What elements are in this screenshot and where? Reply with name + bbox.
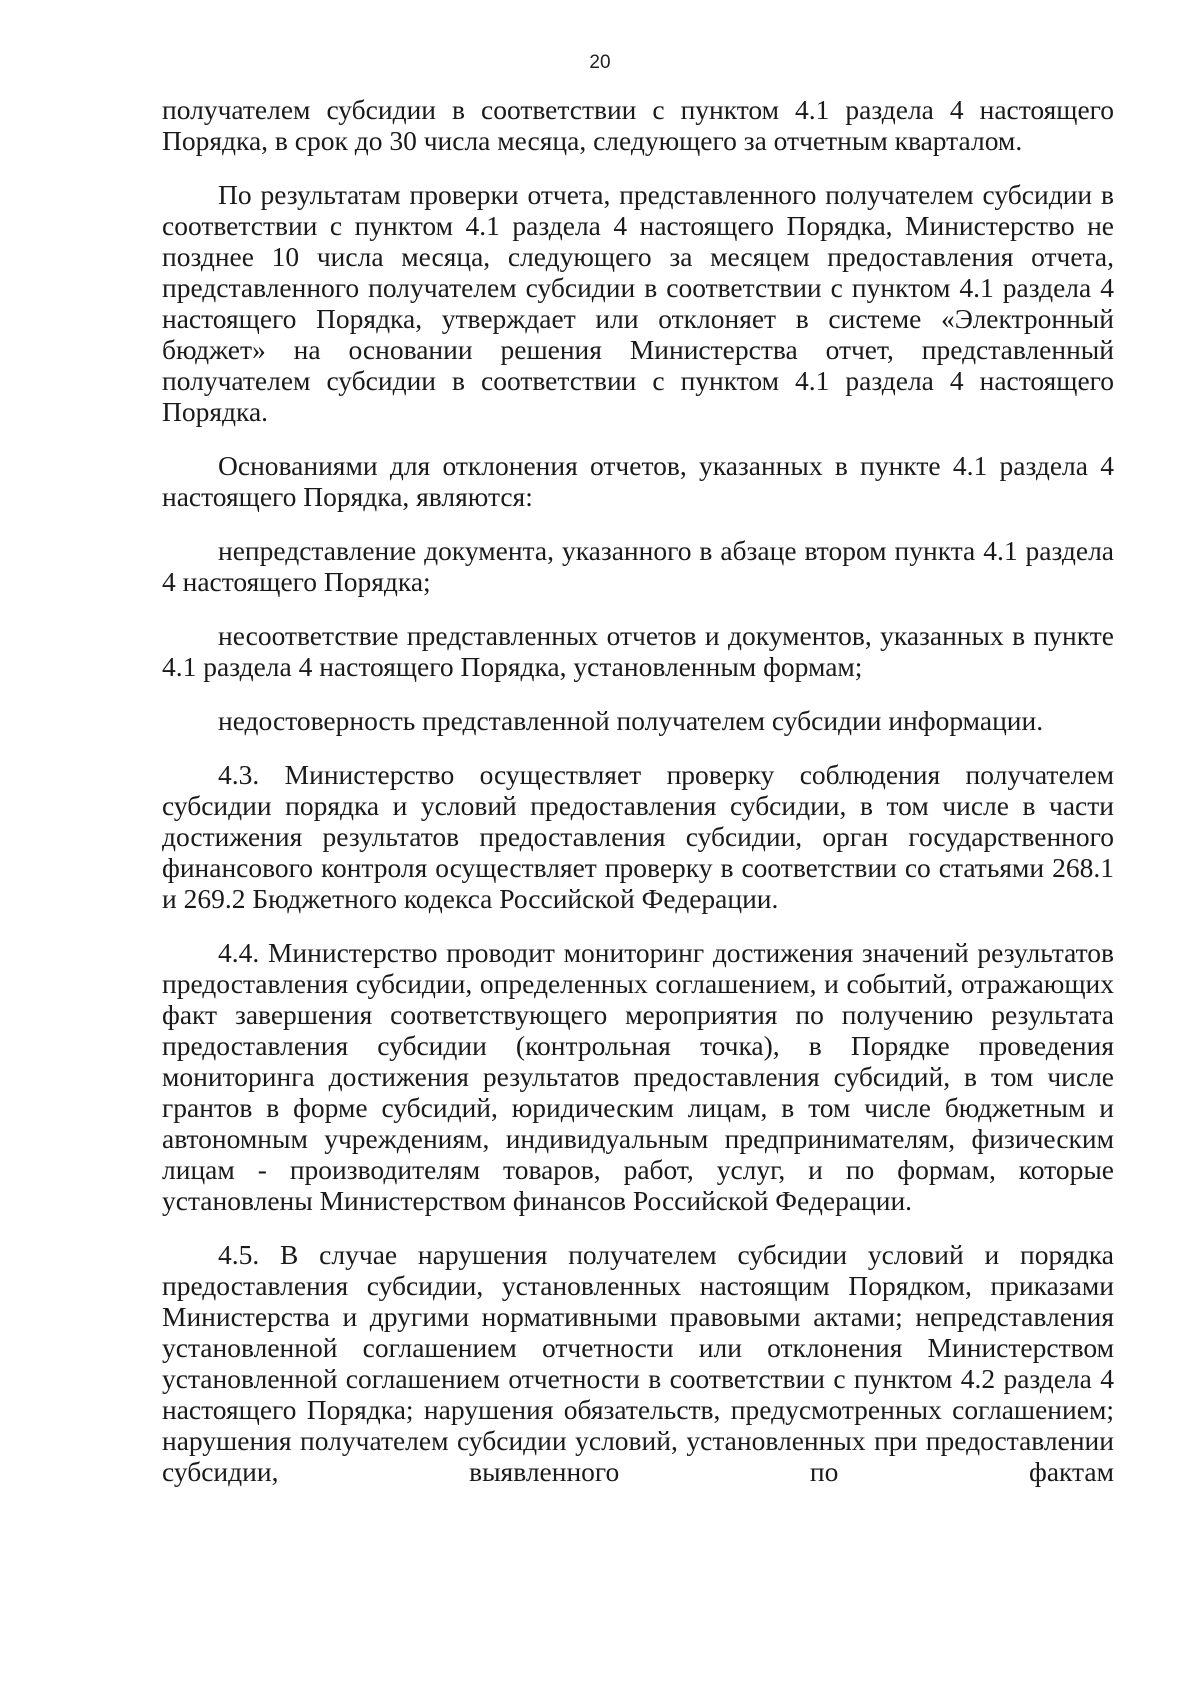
- paragraph-ground-nonsubmission: непредставление документа, указанного в абзаце втором пункта 4.1 раздела 4 настоящего Порядка;: [162, 535, 1114, 597]
- paragraph-report-check: По результатам проверки отчета, представленного получателем субсидии в соответствии с пунктом 4.1 раздела 4 настоящего Порядка, Министерство не позднее 10 числа месяца, следующего за месяцем предоставления отчета, представленного получателем субсидии в соответствии с пунктом 4.1 раздела 4 настоящего Порядка, утверждает или отклоняет в системе «Электронный бюджет» на основании решения Министерства отчет, представленный получателем субсидии в соответствии с пунктом 4.1 раздела 4 настоящего Порядка.: [162, 179, 1114, 427]
- paragraph-rejection-grounds: Основаниями для отклонения отчетов, указанных в пункте 4.1 раздела 4 настоящего Порядка, являются:: [162, 450, 1114, 512]
- document-body: [162, 94, 1114, 1510]
- paragraph-section-4-4: 4.4. Министерство проводит мониторинг достижения значений результатов предоставления субсидии, определенных соглашением, и событий, отражающих факт завершения соответствующего мероприятия по получению результата предоставления субсидии (контрольная точка), в Порядке проведения мониторинга достижения результатов предоставления субсидий, в том числе грантов в форме субсидий, юридическим лицам, в том числе бюджетным и автономным учреждениям, индивидуальным предпринимателям, физическим лицам - производителям товаров, работ, услуг, и по формам, которые установлены Министерством финансов Российской Федерации.: [162, 937, 1114, 1216]
- paragraph-continuation: получателем субсидии в соответствии с пунктом 4.1 раздела 4 настоящего Порядка, в срок до 30 числа месяца, следующего за отчетным кварталом.: [162, 94, 1114, 156]
- paragraph-section-4-3: 4.3. Министерство осуществляет проверку соблюдения получателем субсидии порядка и условий предоставления субсидии, в том числе в части достижения результатов предоставления субсидии, орган государственного финансового контроля осуществляет проверку в соответствии со статьями 268.1 и 269.2 Бюджетного кодекса Российской Федерации.: [162, 759, 1114, 914]
- page-number: 20: [589, 52, 611, 73]
- paragraph-section-4-5: 4.5. В случае нарушения получателем субсидии условий и порядка предоставления субсидии, установленных настоящим Порядком, приказами Министерства и другими нормативными правовыми актами; непредставления установленной соглашением отчетности или отклонения Министерством установленной соглашением отчетности в соответствии с пунктом 4.2 раздела 4 настоящего Порядка; нарушения обязательств, предусмотренных соглашением; нарушения получателем субсидии условий, установленных при предоставлении субсидии, выявленного по фактам: [162, 1239, 1114, 1487]
- paragraph-ground-nonconformity: несоответствие представленных отчетов и документов, указанных в пункте 4.1 раздела 4 настоящего Порядка, установленным формам;: [162, 620, 1114, 682]
- paragraph-ground-unreliability: недостоверность представленной получателем субсидии информации.: [218, 705, 1044, 736]
